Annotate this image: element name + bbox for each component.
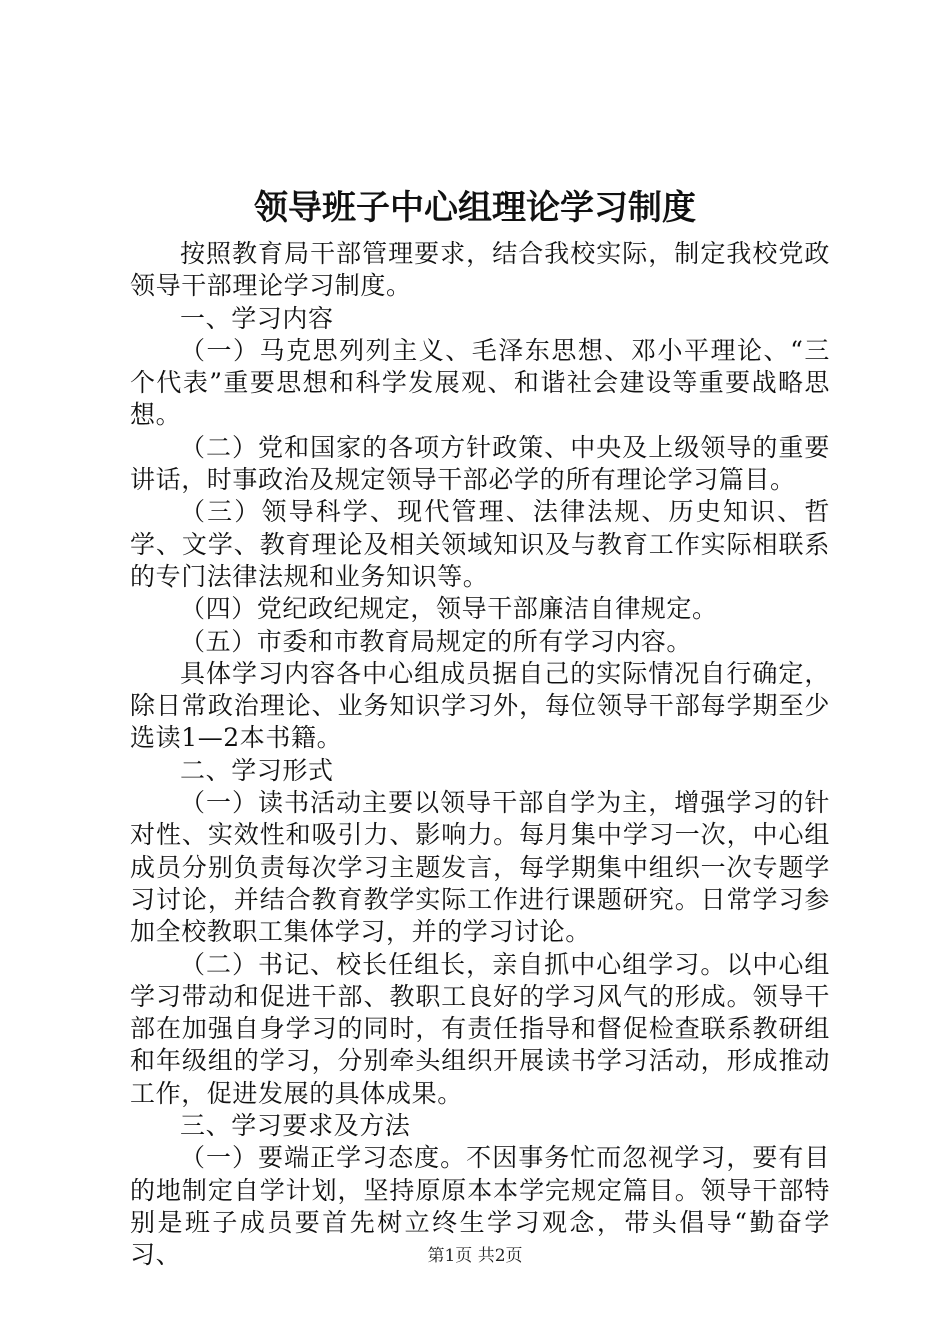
- document-title: 领导班子中心组理论学习制度: [254, 188, 696, 228]
- content-note-paragraph: 具体学习内容各中心组成员据自己的实际情况自行确定，除日常政治理论、业务知识学习外，每位领导干部每学期至少选读1—2本书籍。: [130, 658, 830, 753]
- form-item-1: （一）读书活动主要以领导干部自学为主，增强学习的针对性、实效性和吸引力、影响力。每月集中学习一次，中心组成员分别负责每次学习主题发言，每学期集中组织一次专题学习讨论，并结合教育教学实际工作进行课题研究。日常学习参加全校教职工集体学习，并的学习讨论。: [130, 788, 830, 947]
- form-item-2: （二）书记、校长任组长，亲自抓中心组学习。以中心组学习带动和促进干部、教职工良好的学习风气的形成。领导干部在加强自身学习的同时，有责任指导和督促检查联系教研组和年级组的学习，分别牵头组织开展读书学习活动，形成推动工作，促进发展的具体成果。: [130, 949, 830, 1108]
- content-item-1: （一）马克思列列主义、毛泽东思想、邓小平理论、“三个代表”重要思想和科学发展观、和谐社会建设等重要战略思想。: [130, 335, 830, 430]
- requirement-item-1: （一）要端正学习态度。不因事务忙而忽视学习，要有目的地制定自学计划，坚持原原本本学完规定篇目。领导干部特别是班子成员要首先树立终生学习观念，带头倡导“勤奋学习、: [130, 1143, 830, 1270]
- page-footer: 第1页 共2页: [427, 1246, 523, 1266]
- content-item-2: （二）党和国家的各项方针政策、中央及上级领导的重要讲话，时事政治及规定领导干部必学的所有理论学习篇目。: [130, 432, 830, 495]
- section-heading-requirements: 三、学习要求及方法: [180, 1111, 411, 1141]
- section-heading-content: 一、学习内容: [180, 303, 334, 333]
- content-item-4: （四）党纪政纪规定，领导干部廉洁自律规定。: [180, 594, 718, 624]
- content-item-5: （五）市委和市教育局规定的所有学习内容。: [180, 626, 693, 656]
- section-heading-form: 二、学习形式: [180, 755, 334, 785]
- document-body: [130, 238, 830, 1272]
- intro-paragraph: 按照教育局干部管理要求，结合我校实际，制定我校党政领导干部理论学习制度。: [130, 239, 830, 301]
- content-item-3: （三）领导科学、现代管理、法律法规、历史知识、哲学、文学、教育理论及相关领域知识及与教育工作实际相联系的专门法律法规和业务知识等。: [130, 497, 830, 591]
